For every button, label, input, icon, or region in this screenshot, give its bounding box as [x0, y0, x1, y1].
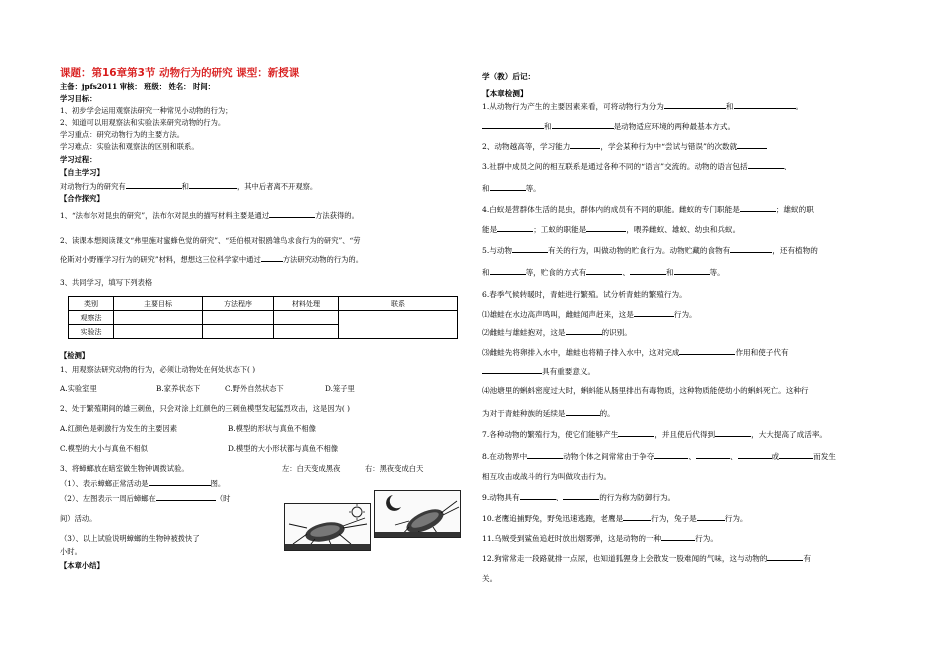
table-header: 主要目标	[114, 297, 203, 311]
cockroach-icon	[285, 504, 370, 550]
check-q3-1: （1）、表示蟑螂正常活动是 图。	[60, 479, 226, 488]
check-q2-option-c[interactable]: C.模型的大小与真鱼不相似	[60, 444, 148, 453]
goal-1: 1、初步学会运用观察法研究一种常见小动物的行为；	[60, 106, 233, 115]
table-header: 联系	[339, 297, 458, 311]
question-7: 7.各种动物的繁殖行为，使它们能够产生 ，并且使后代得到 ，大大提高了成活率。	[482, 430, 828, 439]
afterword-heading: 学（教）后记：	[482, 72, 536, 81]
question-6-3-cont: 具有重要意义。	[482, 366, 595, 376]
question-6-4-cont: 为对于青蛙种族的延续是 的。	[482, 409, 615, 418]
question-6-4: ⑷池塘里的蝌蚪密度过大时，蝌蚪能从肠里排出有毒物质，这种物质能使幼小的蝌蚪死亡。这种行	[482, 386, 809, 395]
question-10: 10.老鹰追捕野兔，野兔迅速逃跑，老鹰是 行为，兔子是 行为。	[482, 514, 748, 523]
coop-q3: 3、共同学习，填写下列表格	[60, 278, 153, 287]
table-header: 类别	[69, 297, 114, 311]
question-5: 5.与动物 有关的行为，叫做动物的贮食行为。动物贮藏的食物有 ，还有植物的	[482, 246, 818, 255]
table-header: 方法程序	[203, 297, 274, 311]
option-b[interactable]: B.家养状态下	[156, 384, 201, 393]
question-9: 9.动物具有 、 的行为称为防御行为。	[482, 493, 676, 502]
question-1-cont: 和 是动物适应环境的两种最基本方式。	[482, 121, 735, 131]
question-5-cont: 和 等，贮食的方式有 、 和 等。	[482, 268, 725, 277]
question-2: 2、动物越高等，学习能力 ，学会某种行为中“尝试与错误”的次数就	[482, 141, 767, 151]
summary-heading: 【本章小结】	[60, 561, 104, 570]
option-d[interactable]: D.笼子里	[325, 384, 355, 393]
check-q2-option-b[interactable]: B.模型的形状与真鱼不相像	[228, 424, 316, 433]
check-heading: 【检测】	[60, 351, 90, 360]
meta-line: 主备：jpfs2011 审核： 班级： 姓名： 时间：	[60, 82, 215, 91]
question-3-cont: 和 等。	[482, 184, 541, 193]
question-8: 8.在动物界中 动物个体之间常常由于争夺 、 、 或 而发生	[482, 452, 836, 461]
coop-heading: 【合作探究】	[60, 194, 104, 203]
table-cell[interactable]	[339, 311, 458, 339]
check-q3-3-cont: 小时。	[60, 547, 82, 556]
goal-2: 2、知道可以用观察法和实验法来研究动物的行为。	[60, 118, 226, 127]
question-6-1: ⑴雄蛙在水边高声鸣叫，雌蛙闻声赶来，这是 行为。	[482, 310, 697, 319]
question-8-cont: 相互攻击或战斗的行为叫做攻击行为。	[482, 472, 612, 481]
question-4-cont: 能是 ；工蚁的职能是 ，喂养雌蚁、雄蚁、幼虫和兵蚁。	[482, 225, 741, 234]
question-4: 4.白蚁是营群体生活的昆虫，群体内的成员有不同的职能。雌蚁的专门职能是 ；雄蚁的职	[482, 205, 814, 214]
cockroach-night-image	[374, 490, 461, 538]
question-12: 12.狗常常走一段路就排一点尿，也知道狐狸身上会散发一股难闻的气味，这与动物的 有	[482, 554, 812, 563]
option-c[interactable]: C.野外自然状态下	[225, 384, 284, 393]
difficulty: 学习难点：实验法和观察法的区别和联系。	[60, 142, 199, 151]
page-title: 课题：第16章第3节 动物行为的研究 课型：新授课	[60, 67, 300, 79]
self-study-heading: 【自主学习】	[60, 168, 104, 177]
cockroach-day-image	[284, 503, 371, 551]
check-q3-2-cont: 间）活动。	[60, 514, 97, 523]
question-6-2: ⑵雌蛙与雄蛙抱对，这是 的识别。	[482, 328, 632, 337]
caption-left: 左：白天变成黑夜	[282, 464, 341, 473]
coop-q1: 1、“法布尔对昆虫的研究”，法布尔对昆虫的描写材料主要是通过 方法获得的。	[60, 211, 359, 220]
moon-icon	[375, 491, 460, 537]
table-cell[interactable]	[203, 311, 274, 325]
table-cell[interactable]	[114, 311, 203, 325]
table-row-label: 观察法	[69, 311, 114, 325]
key-point: 学习重点：研究动物行为的主要方法。	[60, 130, 185, 139]
check-q3: 3、将蟑螂放在暗室做生物钟调拨试验。	[60, 464, 189, 473]
table-header: 材料处理	[274, 297, 339, 311]
question-1: 1.从动物行为产生的主要因素来看，可将动物行为分为 和 。	[482, 102, 804, 111]
option-a[interactable]: A.实验室里	[60, 384, 97, 393]
check-q2: 2、处于繁殖期间的雄三刺鱼，只会对涂上红颜色的三刺鱼模型发起猛烈攻击，这是因为( )	[60, 404, 350, 413]
table-cell[interactable]	[114, 325, 203, 339]
table-cell[interactable]	[203, 325, 274, 339]
check-q1: 1、用观察法研究动物的行为，必须让动物处在何处状态下( )	[60, 365, 256, 374]
check-q2-option-a[interactable]: A.红颜色是刺激行为发生的主要因素	[60, 424, 178, 433]
check-q3-2: （2）、左图表示一周后蟑螂在 （时	[60, 494, 231, 503]
caption-right: 右：黑夜变成白天	[365, 464, 424, 473]
table-row	[69, 311, 458, 325]
check-q2-option-d[interactable]: D.模型的大小形状都与真鱼不相像	[228, 444, 339, 453]
method-table	[68, 296, 458, 339]
coop-q2-line2: 伦斯对小野雁学习行为的研究”材料，想想这三位科学家中通过 方法研究动物的行为的。	[60, 255, 364, 264]
question-12-cont: 关。	[482, 574, 498, 583]
process-heading: 学习过程：	[60, 155, 97, 164]
question-3: 3.社群中成员之间的相互联系是通过各种不同的“语言”交流的。动物的语言包括 、	[482, 162, 792, 171]
table-cell[interactable]	[274, 325, 339, 339]
chapter-check-heading: 【本章检测】	[482, 89, 528, 98]
question-11: 11.乌贼受到鲨鱼追赶时放出烟雾弹，这是动物的一种 行为。	[482, 534, 718, 543]
question-6-3: ⑶雌蛙先将卵排入水中，雄蛙也将精子排入水中，这对完成 作用和使子代有	[482, 348, 789, 357]
question-6: 6.春季气候转暖时，青蛙进行繁殖。试分析青蛙的繁殖行为。	[482, 290, 687, 299]
table-row-label: 实验法	[69, 325, 114, 339]
goals-heading: 学习目标：	[60, 94, 97, 103]
coop-q2-line1: 2、读课本想阅读课文“弗里施对蜜蜂色觉的研究”、“廷伯根对银鸥雏鸟求食行为的研究”、“劳	[60, 236, 361, 245]
table-cell[interactable]	[274, 311, 339, 325]
table-header-row	[69, 297, 458, 311]
self-study-question: 对动物行为的研究有 和 ，其中后者离不开观察。	[60, 182, 318, 191]
check-q3-3: （3）、以上试验说明蟑螂的生物钟被拨快了	[60, 534, 200, 543]
